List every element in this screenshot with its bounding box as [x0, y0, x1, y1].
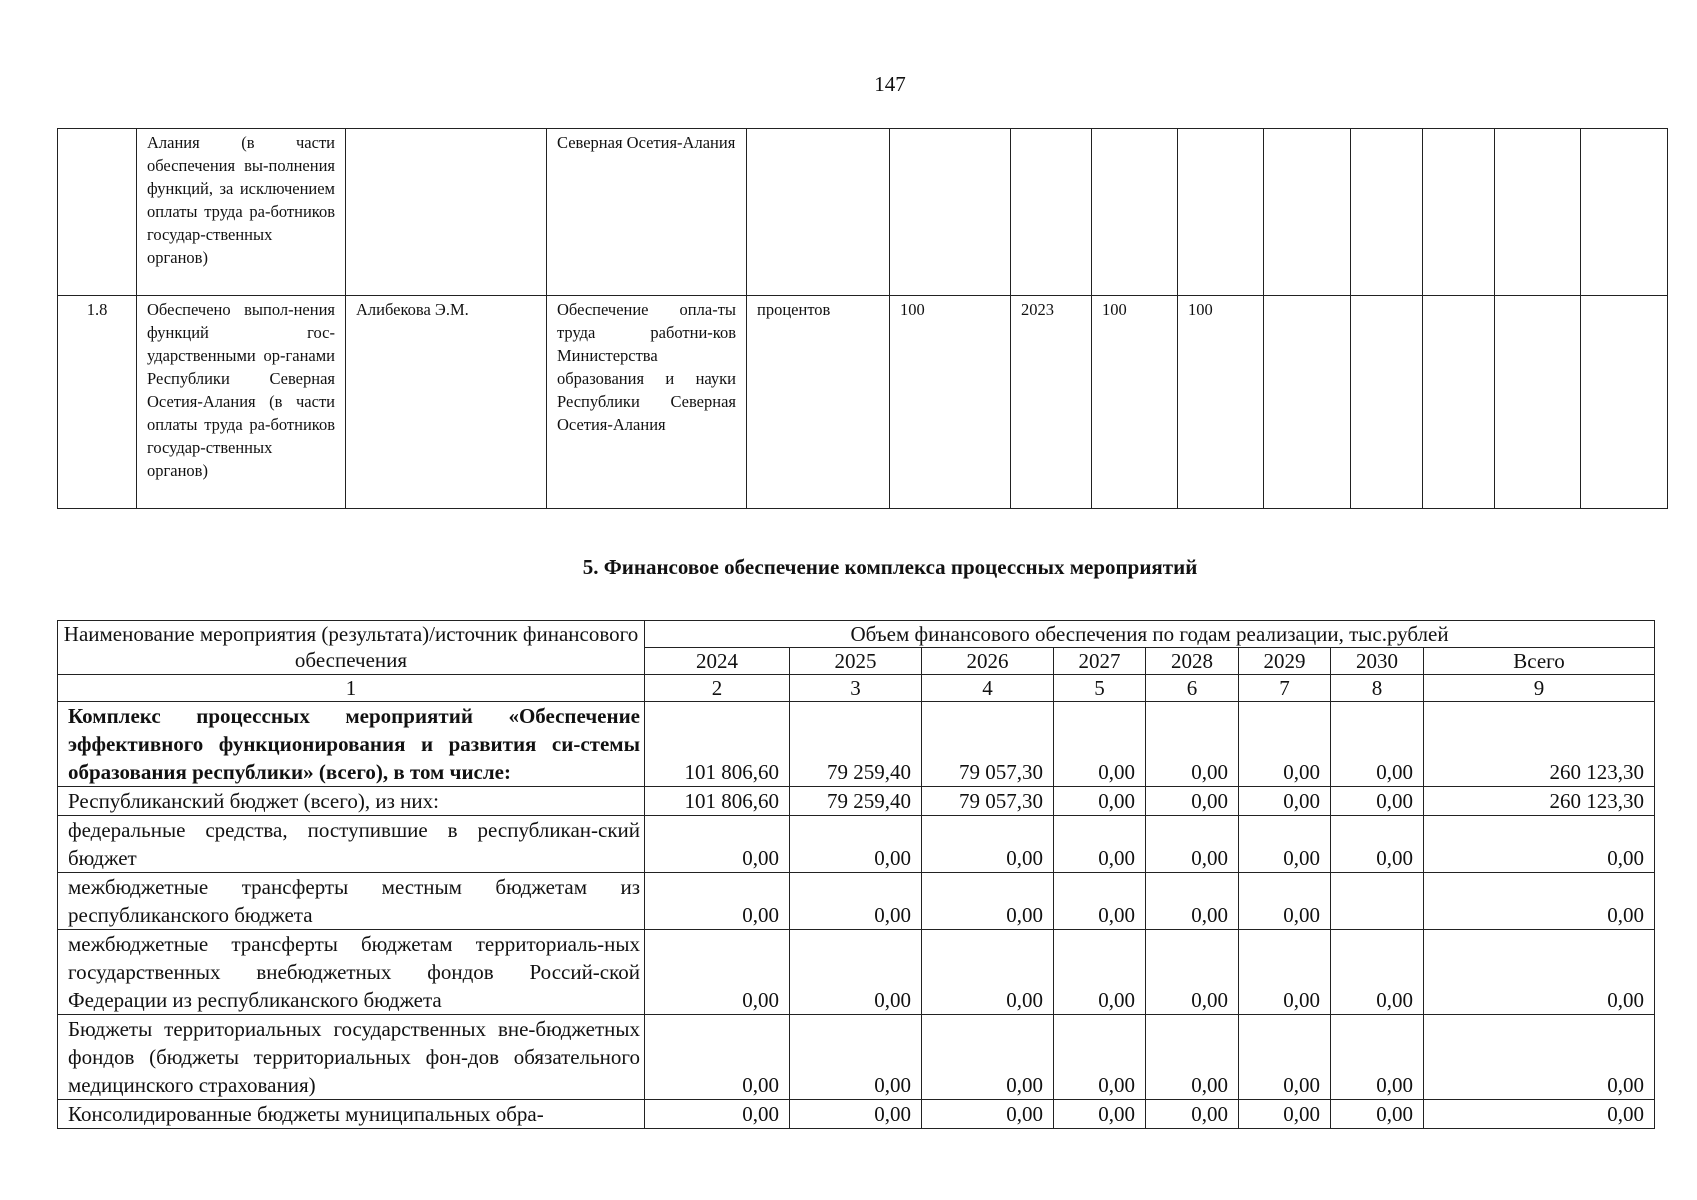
column-number: 9 — [1424, 675, 1655, 702]
result-description: Северная Осетия-Алания — [547, 129, 747, 296]
year-value: 101 806,60 — [645, 702, 790, 787]
year-value: 0,00 — [645, 873, 790, 930]
table-row — [58, 816, 1655, 873]
year-value: 0,00 — [1054, 1015, 1146, 1100]
year-header: 2024 — [645, 648, 790, 675]
table-row — [58, 296, 1668, 509]
finance-table — [57, 620, 1655, 1129]
responsible-person: Алибекова Э.М. — [346, 296, 547, 509]
year-value: 0,00 — [1331, 1015, 1424, 1100]
column-number: 1 — [58, 675, 645, 702]
funding-source-label: межбюджетные трансферты бюджетам территориаль-ных государственных внебюджетных фондов Россий-ской Федерации из республиканского бюджета — [58, 930, 645, 1015]
value-2025 — [1178, 129, 1264, 296]
value-2027 — [1351, 296, 1423, 509]
column-number: 7 — [1239, 675, 1331, 702]
value-2026 — [1264, 129, 1351, 296]
value-2025: 100 — [1178, 296, 1264, 509]
year-value: 0,00 — [922, 930, 1054, 1015]
table-row — [58, 787, 1655, 816]
result-description: Обеспечение опла-ты труда работни-ков Министерства образования и науки Республики Северная Осетия-Алания — [547, 296, 747, 509]
year-value: 0,00 — [1146, 787, 1239, 816]
section-title: 5. Финансовое обеспечение комплекса процессных мероприятий — [582, 555, 1198, 579]
result-name: Алания (в части обеспечения вы-полнения функций, за исключением оплаты труда ра-ботников государ-ственных органов) — [137, 129, 346, 296]
table-row — [58, 1015, 1655, 1100]
table-row — [58, 702, 1655, 787]
column-number: 4 — [922, 675, 1054, 702]
year-value — [1331, 873, 1424, 930]
year-value: 0,00 — [1054, 873, 1146, 930]
year-value: 101 806,60 — [645, 787, 790, 816]
base-value: 100 — [890, 296, 1011, 509]
year-value: 0,00 — [790, 873, 922, 930]
funding-source-label: Бюджеты территориальных государственных вне-бюджетных фондов (бюджеты территориальных фон-дов обязательного медицинского страхования) — [58, 1015, 645, 1100]
year-value: 0,00 — [1239, 873, 1331, 930]
year-value: 0,00 — [922, 873, 1054, 930]
year-value: 0,00 — [1239, 816, 1331, 873]
row-number — [58, 129, 137, 296]
total-value: 260 123,30 — [1424, 702, 1655, 787]
column-number: 3 — [790, 675, 922, 702]
year-value: 0,00 — [1054, 702, 1146, 787]
column-number: 2 — [645, 675, 790, 702]
table-row — [58, 1100, 1655, 1129]
total-value: 0,00 — [1424, 873, 1655, 930]
total-value: 260 123,30 — [1424, 787, 1655, 816]
year-value: 0,00 — [790, 816, 922, 873]
funding-source-label: Консолидированные бюджеты муниципальных обра- — [58, 1100, 645, 1129]
year-value: 0,00 — [1239, 702, 1331, 787]
year-value: 0,00 — [645, 1100, 790, 1129]
value-2028 — [1423, 296, 1495, 509]
year-value: 0,00 — [922, 1015, 1054, 1100]
unit — [747, 129, 890, 296]
table-row — [58, 129, 1668, 296]
page-number: 147 — [874, 72, 906, 96]
responsible-person — [346, 129, 547, 296]
funding-source-label: межбюджетные трансферты местным бюджетам из республиканского бюджета — [58, 873, 645, 930]
total-value: 0,00 — [1424, 930, 1655, 1015]
year-value: 0,00 — [1239, 930, 1331, 1015]
year-value: 79 259,40 — [790, 702, 922, 787]
funding-source-label: федеральные средства, поступившие в республикан-ский бюджет — [58, 816, 645, 873]
total-value: 0,00 — [1424, 1015, 1655, 1100]
total-header: Всего — [1424, 648, 1655, 675]
year-value: 0,00 — [645, 816, 790, 873]
year-header: 2026 — [922, 648, 1054, 675]
year-value: 79 057,30 — [922, 702, 1054, 787]
year-value: 0,00 — [1146, 1015, 1239, 1100]
year-value: 0,00 — [1146, 1100, 1239, 1129]
funding-source-label: Республиканский бюджет (всего), из них: — [58, 787, 645, 816]
column-number: 8 — [1331, 675, 1424, 702]
row-number: 1.8 — [58, 296, 137, 509]
value-2029 — [1495, 296, 1581, 509]
year-value: 79 259,40 — [790, 787, 922, 816]
year-value: 0,00 — [922, 816, 1054, 873]
value-2029 — [1495, 129, 1581, 296]
year-header: 2030 — [1331, 648, 1424, 675]
table-row — [58, 873, 1655, 930]
total-value: 0,00 — [1424, 1100, 1655, 1129]
value-2030 — [1581, 296, 1668, 509]
value-2030 — [1581, 129, 1668, 296]
value-2024 — [1092, 129, 1178, 296]
year-value: 0,00 — [1239, 1100, 1331, 1129]
year-value: 0,00 — [790, 1100, 922, 1129]
year-value: 0,00 — [790, 1015, 922, 1100]
year-value: 0,00 — [1054, 930, 1146, 1015]
value-2027 — [1351, 129, 1423, 296]
year-value: 0,00 — [1331, 930, 1424, 1015]
year-value: 0,00 — [1331, 702, 1424, 787]
base-value — [890, 129, 1011, 296]
column-numbers-row — [58, 675, 1655, 702]
column-number: 5 — [1054, 675, 1146, 702]
column-number: 6 — [1146, 675, 1239, 702]
year-value: 0,00 — [922, 1100, 1054, 1129]
year-value: 0,00 — [1146, 930, 1239, 1015]
base-year: 2023 — [1011, 296, 1092, 509]
header-row — [58, 621, 1655, 648]
total-value: 0,00 — [1424, 816, 1655, 873]
table-row — [58, 930, 1655, 1015]
year-value: 0,00 — [1146, 702, 1239, 787]
unit: процентов — [747, 296, 890, 509]
year-header: 2029 — [1239, 648, 1331, 675]
year-value: 0,00 — [1146, 816, 1239, 873]
result-name: Обеспечено выпол-нения функций гос-ударственными ор-ганами Республики Северная Осетия-Алания (в части оплаты труда ра-ботников государ-ственных органов) — [137, 296, 346, 509]
year-value: 0,00 — [1331, 787, 1424, 816]
year-header: 2025 — [790, 648, 922, 675]
year-value: 0,00 — [1146, 873, 1239, 930]
value-2028 — [1423, 129, 1495, 296]
header-volume: Объем финансового обеспечения по годам реализации, тыс.рублей — [645, 621, 1655, 648]
base-year — [1011, 129, 1092, 296]
year-value: 0,00 — [1331, 816, 1424, 873]
year-value: 0,00 — [1054, 816, 1146, 873]
value-2026 — [1264, 296, 1351, 509]
year-value: 0,00 — [1054, 787, 1146, 816]
year-value: 0,00 — [645, 1015, 790, 1100]
year-value: 0,00 — [645, 930, 790, 1015]
value-2024: 100 — [1092, 296, 1178, 509]
header-name: Наименование мероприятия (результата)/источник финансового обеспечения — [58, 621, 645, 675]
funding-source-label: Комплекс процессных мероприятий «Обеспечение эффективного функционирования и развития си-стемы образования республики» (всего), в том числе: — [58, 702, 645, 787]
year-header: 2027 — [1054, 648, 1146, 675]
year-value: 0,00 — [1239, 1015, 1331, 1100]
year-value: 79 057,30 — [922, 787, 1054, 816]
year-value: 0,00 — [1239, 787, 1331, 816]
year-header: 2028 — [1146, 648, 1239, 675]
year-value: 0,00 — [1331, 1100, 1424, 1129]
results-table — [57, 128, 1668, 509]
year-value: 0,00 — [790, 930, 922, 1015]
year-value: 0,00 — [1054, 1100, 1146, 1129]
